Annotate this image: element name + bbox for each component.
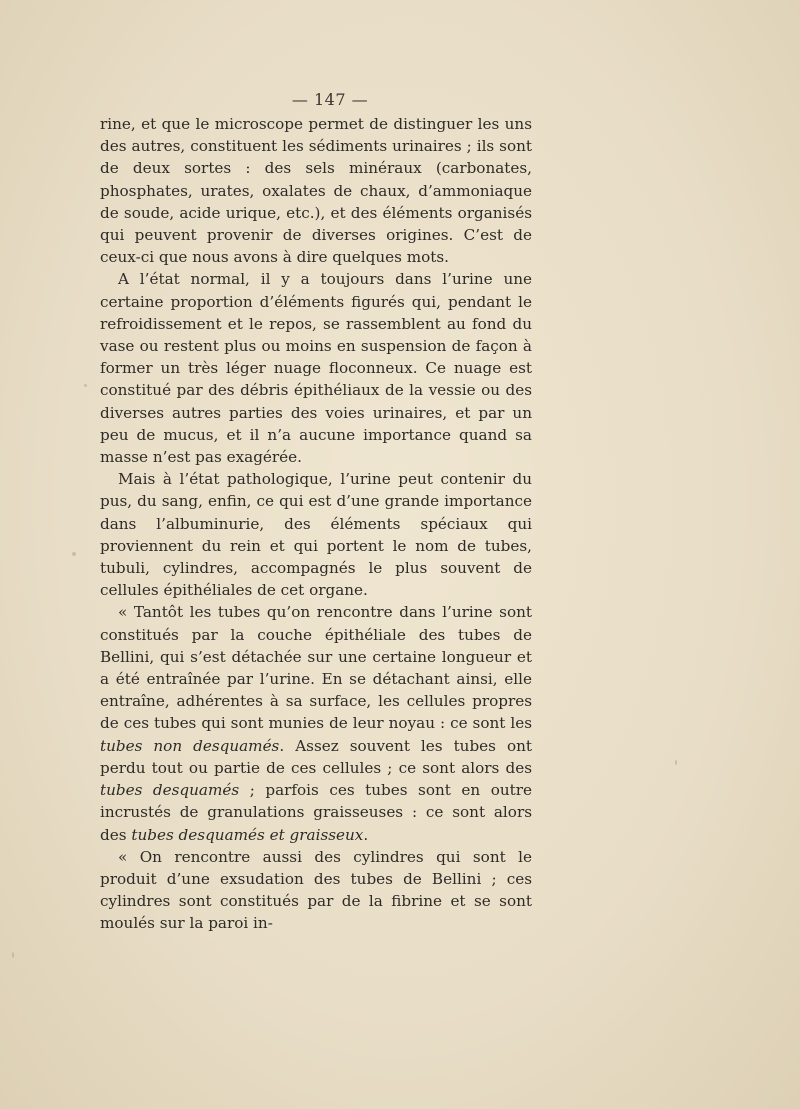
paper-speck: [675, 760, 677, 765]
paragraph-text: .: [363, 825, 369, 844]
paper-speck: [12, 952, 14, 958]
italic-term: tubes non desquamés: [100, 736, 280, 755]
paragraph-text: « Tantôt les tubes qu’on rencontre dans l’urine sont constitués par la couche épithéliale des tubes de Bellini, qui s’est détachée sur une certaine longueur et a été entraînée par l’urine. En se détachant ainsi, elle entraîne, adhérentes à sa surface, les cellules propres de ces tubes qui sont munies de leur noyau : ce sont les: [100, 603, 532, 733]
paragraph-text: ; parfois ces tubes sont en outre incrustés de granulations graisseuses : ce sont alors des: [100, 781, 532, 844]
paragraph-text: . Assez souvent les tubes ont perdu tout ou partie de ces cellules ; ce sont alors des: [100, 736, 532, 777]
page-number: — 147 —: [291, 90, 369, 109]
italic-term: tubes desquamés: [100, 781, 240, 800]
paper-speck: [72, 552, 76, 556]
paragraph: rine, et que le microscope permet de distinguer les uns des autres, constituent les sédiments urinaires ; ils sont de deux sortes : des sels minéraux (carbonates, phosphates, urates, oxalates de chaux, d’ammoniaque de soude, acide urique, etc.), et des éléments organisés qui peuvent provenir de diverses origines. C’est de ceux-ci que nous avons à dire quelques mots.: [100, 115, 532, 267]
paragraph: « On rencontre aussi des cylindres qui sont le produit d’une exsudation des tubes de Bellini ; ces cylindres sont constitués par de la fibrine et se sont moulés sur la paroi in-: [100, 847, 532, 933]
italic-term: tubes desquamés et graisseux: [131, 825, 364, 844]
body-text: [100, 113, 532, 935]
paragraph: A l’état normal, il y a toujours dans l’urine une certaine proportion d’éléments figurés qui, pendant le refroidissement et le repos, se rassemblent au fond du vase ou restent plus ou moins en suspension de façon à former un très léger nuage floconneux. Ce nuage est constitué par des débris épithéliaux de la vessie ou des diverses autres parties des voies urinaires, et par un peu de mucus, et il n’a aucune importance quand sa masse n’est pas exagérée.: [100, 270, 532, 467]
paper-speck: [84, 384, 87, 387]
paragraph: [100, 601, 532, 845]
paragraph: Mais à l’état pathologique, l’urine peut contenir du pus, du sang, enfin, ce qui est d’une grande importance dans l’albuminurie, des éléments spéciaux qui proviennent du rein et qui portent le nom de tubes, tubuli, cylindres, accompagnés le plus souvent de cellules épithéliales de cet organe.: [100, 470, 532, 600]
